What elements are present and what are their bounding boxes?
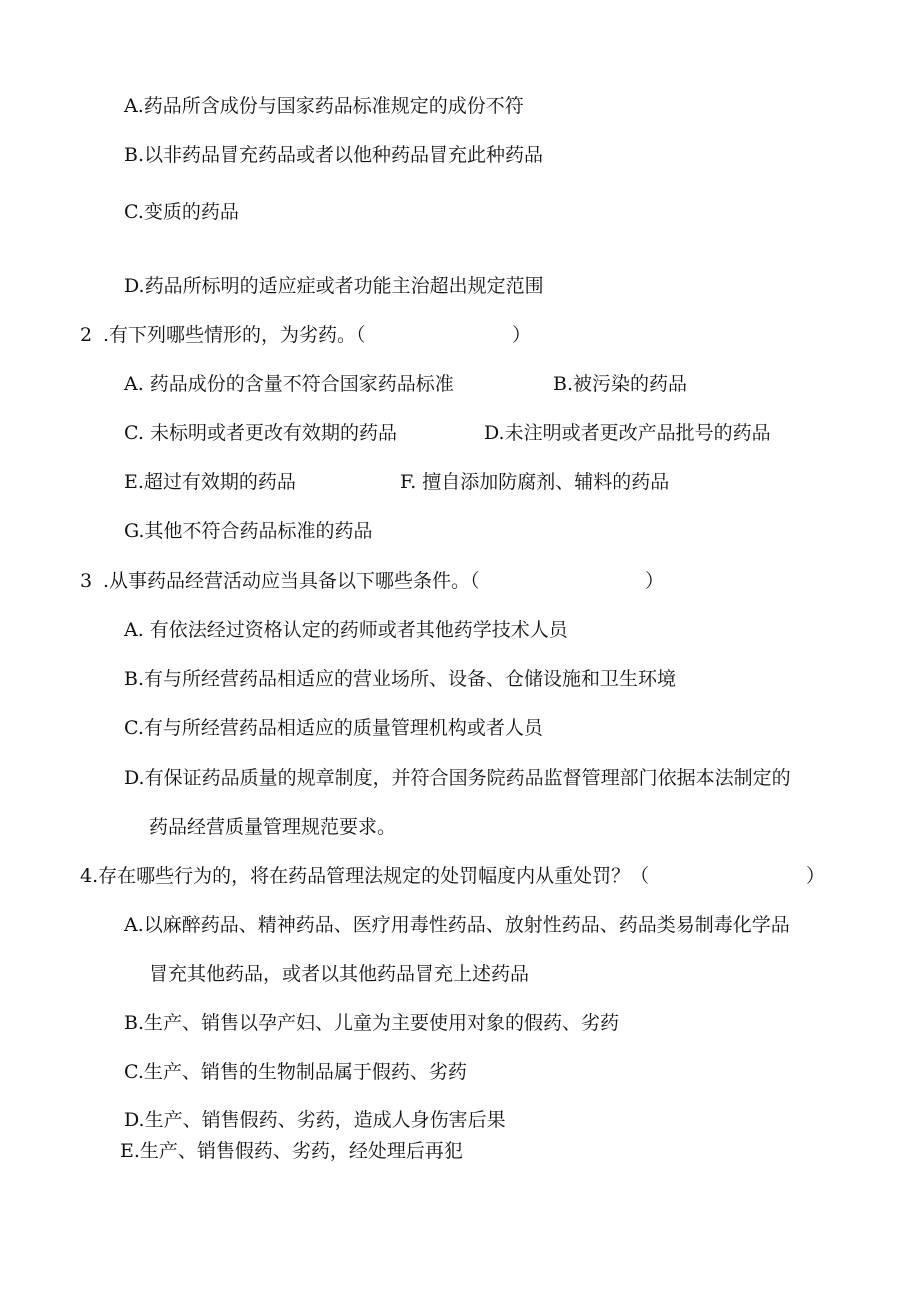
q4-option-d: D.生产、销售假药、劣药，造成人身伤害后果 xyxy=(124,1109,506,1131)
q4-close-paren: ） xyxy=(806,865,826,887)
q1-option-d: D.药品所标明的适应症或者功能主治超出规定范围 xyxy=(124,275,544,297)
q3-option-b: B.有与所经营药品相适应的营业场所、设备、仓储设施和卫生环境 xyxy=(124,668,677,690)
q4-option-a-line2: 冒充其他药品，或者以其他药品冒充上述药品 xyxy=(149,963,530,985)
q3-option-c: C.有与所经营药品相适应的质量管理机构或者人员 xyxy=(124,717,543,739)
q4-option-e: E.生产、销售假药、劣药，经处理后再犯 xyxy=(120,1140,463,1162)
q3-option-d-line1: D.有保证药品质量的规章制度，并符合国务院药品监督管理部门依据本法制定的 xyxy=(124,767,791,789)
q3-question: .从事药品经营活动应当具备以下哪些条件。（ xyxy=(103,570,480,592)
q2-option-b: B.被污染的药品 xyxy=(553,373,688,395)
q4-option-c: C.生产、销售的生物制品属于假药、劣药 xyxy=(124,1061,467,1083)
q3-option-a: A. 有依法经过资格认定的药师或者其他药学技术人员 xyxy=(124,619,568,641)
q2-close-paren: ） xyxy=(512,324,532,346)
q1-option-b: B.以非药品冒充药品或者以他种药品冒充此种药品 xyxy=(124,144,544,166)
q4-option-b: B.生产、销售以孕产妇、儿童为主要使用对象的假药、劣药 xyxy=(124,1012,620,1034)
q1-option-c: C.变质的药品 xyxy=(124,201,239,223)
q1-option-a: A.药品所含成份与国家药品标准规定的成份不符 xyxy=(124,95,524,117)
q3-number: 3 xyxy=(80,570,93,592)
q3-option-d-line2: 药品经营质量管理规范要求。 xyxy=(149,816,397,838)
q2-option-a: A. 药品成份的含量不符合国家药品标准 xyxy=(124,373,454,395)
q2-question: .有下列哪些情形的，为劣药。（ xyxy=(103,324,366,346)
q4-option-a-line1: A.以麻醉药品、精神药品、医疗用毒性药品、放射性药品、药品类易制毒化学品 xyxy=(124,914,790,936)
q2-option-d: D.未注明或者更改产品批号的药品 xyxy=(484,422,771,444)
q2-option-c: C. 未标明或者更改有效期的药品 xyxy=(124,422,397,444)
q2-option-f: F. 擅自添加防腐剂、辅料的药品 xyxy=(400,471,670,493)
q2-number: 2 xyxy=(80,324,93,346)
q2-option-g: G.其他不符合药品标准的药品 xyxy=(124,520,373,542)
q3-close-paren: ） xyxy=(645,570,665,592)
q2-option-e: E.超过有效期的药品 xyxy=(124,471,296,493)
q4-question: 4.存在哪些行为的，将在药品管理法规定的处罚幅度内从重处罚？（ xyxy=(80,865,650,887)
